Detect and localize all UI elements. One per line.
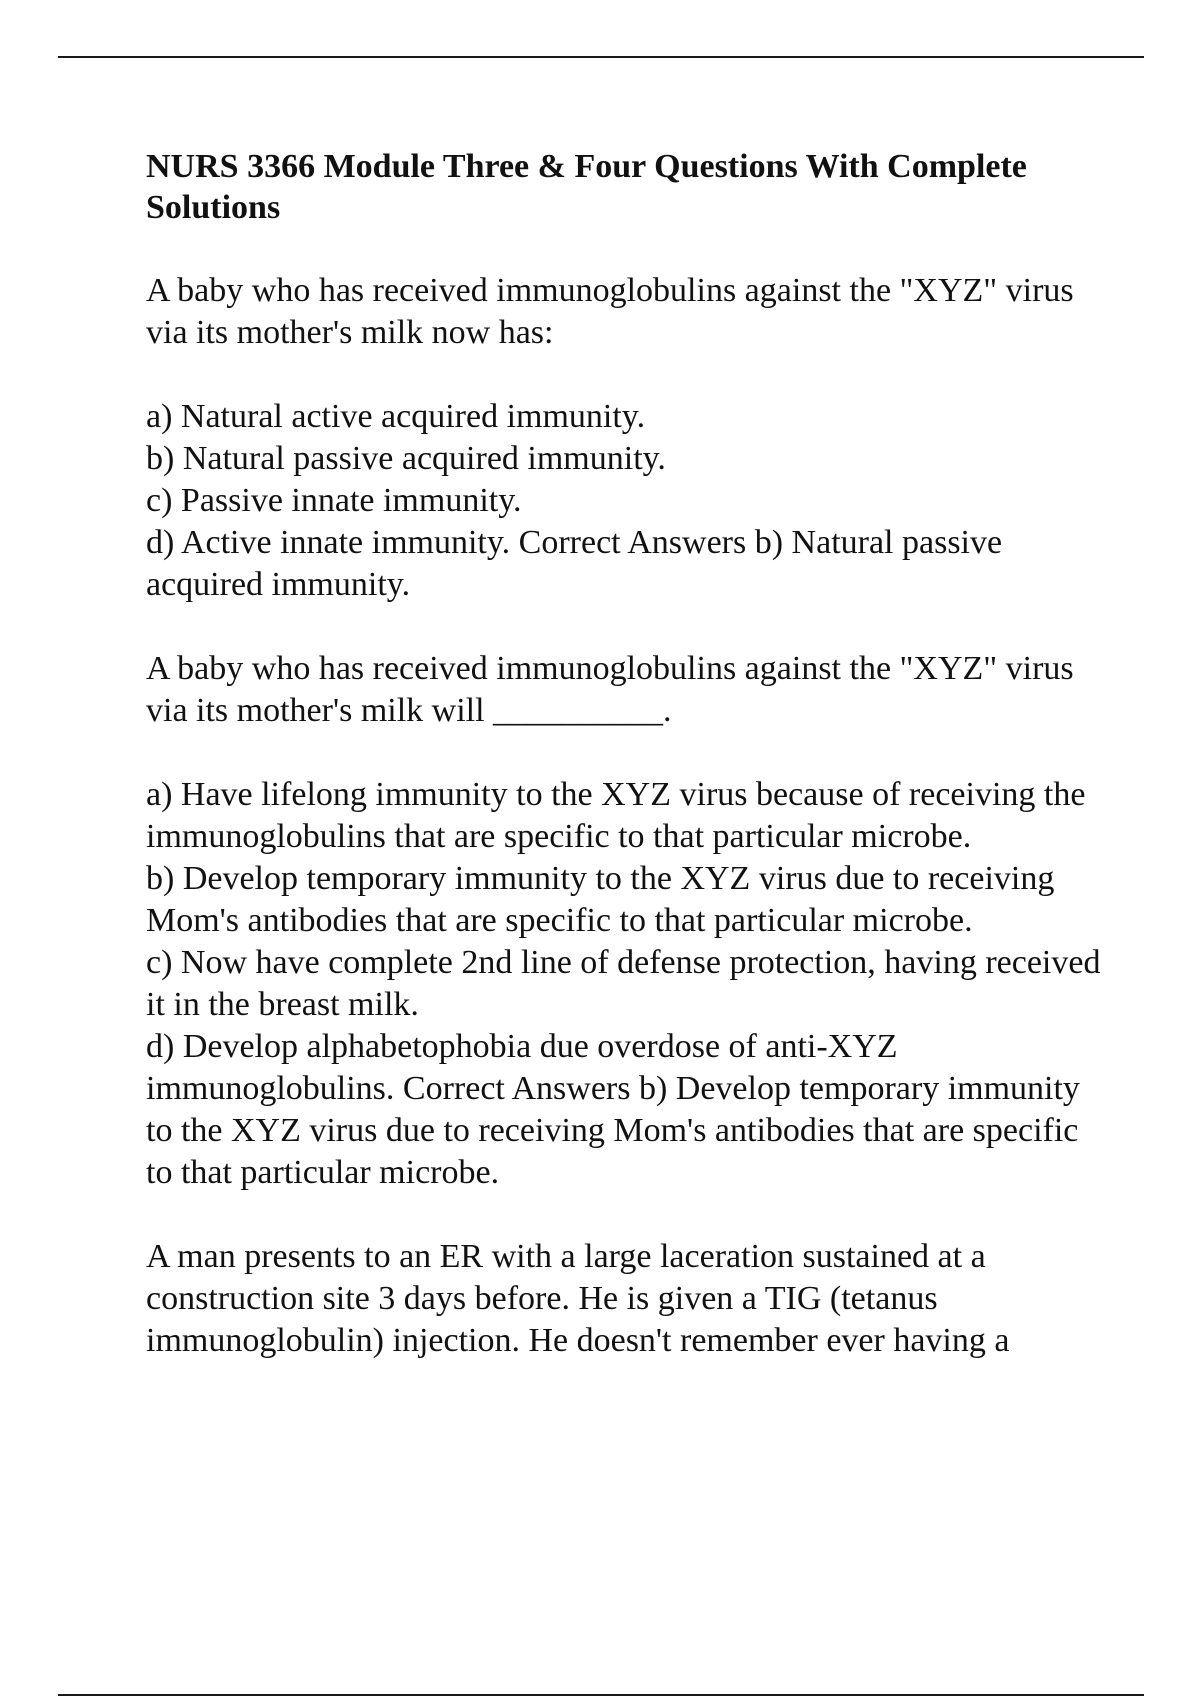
answer-option: c) Passive innate immunity.: [146, 482, 522, 519]
header-rule: [58, 56, 1144, 58]
answer-option: b) Natural passive acquired immunity.: [146, 440, 666, 477]
question-3: [146, 1236, 1106, 1362]
answer-option: c) Now have complete 2nd line of defense protection, having received it in the breast milk.: [146, 944, 1101, 1023]
answer-option: a) Natural active acquired immunity.: [146, 398, 646, 435]
footer-rule: [58, 1694, 1144, 1696]
document-body: [146, 146, 1106, 1404]
question-stem: A man presents to an ER with a large laceration sustained at a construction site 3 days before. He is given a TIG (tetanus immunoglobulin) injection. He doesn't remember ever having a: [146, 1238, 1010, 1359]
answer-option: d) Develop alphabetophobia due overdose of anti-XYZ immunoglobulins. Correct Answers b) Develop temporary immunity to the XYZ virus due to receiving Mom's antibodies that are specific to that particular microbe.: [146, 1028, 1080, 1191]
answer-option: d) Active innate immunity. Correct Answers b) Natural passive acquired immunity.: [146, 524, 1003, 603]
answer-option: b) Develop temporary immunity to the XYZ virus due to receiving Mom's antibodies that are specific to that particular microbe.: [146, 860, 1055, 939]
document-title: NURS 3366 Module Three & Four Questions With Complete Solutions: [146, 148, 1027, 226]
answer-option: a) Have lifelong immunity to the XYZ virus because of receiving the immunoglobulins that are specific to that particular microbe.: [146, 776, 1086, 855]
question-2: [146, 648, 1106, 1194]
question-stem: A baby who has received immunoglobulins against the "XYZ" virus via its mother's milk will __________.: [146, 650, 1074, 729]
question-stem: A baby who has received immunoglobulins against the "XYZ" virus via its mother's milk now has:: [146, 272, 1074, 351]
question-1: [146, 270, 1106, 606]
